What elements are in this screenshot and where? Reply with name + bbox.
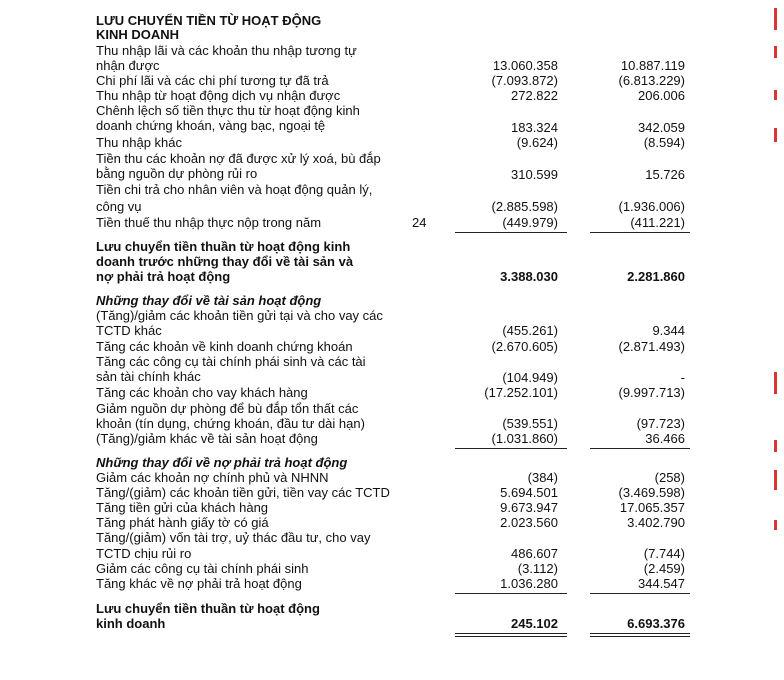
value-current: (104.949) [502,370,558,385]
value-prior: 3.402.790 [627,515,685,530]
row-label: Tăng khác về nợ phải trả hoạt động [96,576,302,591]
value-prior: 10.887.119 [620,58,685,73]
total-prior: 6.693.376 [627,616,685,631]
value-prior: (3.469.598) [618,485,685,500]
value-prior: (97.723) [636,416,685,431]
value-current: (539.551) [502,416,558,431]
value-current: (384) [527,470,558,485]
value-prior: 342.059 [638,120,685,135]
row-label: Tăng phát hành giấy tờ có giá [96,515,269,530]
row-label: Tăng tiền gửi của khách hàng [96,500,269,515]
value-prior: (411.221) [630,215,685,230]
scan-mark [774,372,777,394]
value-current: (455.261) [502,323,558,338]
value-current: 486.607 [511,546,558,561]
row-label: Giảm các khoản nợ chính phủ và NHNN [96,470,329,485]
row-label: Tăng/(giảm) vốn tài trợ, uỷ thác đầu tư, cho vay [96,530,371,545]
total-rule [455,636,567,637]
assets-section-header: Những thay đổi về tài sản hoạt động [96,293,322,308]
section-title: KINH DOANH [96,27,180,42]
row-label: Tiền chi trả cho nhân viên và hoạt động quản lý, [96,182,373,197]
row-label: Tiền thuế thu nhập thực nộp trong năm [96,215,322,230]
value-prior: (1.936.006) [618,199,685,214]
total-rule [590,633,690,634]
value-prior: (9.997.713) [618,385,685,400]
value-current: 5.694.501 [500,485,558,500]
row-label: (Tăng)/giảm khác về tài sản hoạt động [96,431,318,446]
row-label: nhận được [96,58,160,73]
row-label: Chi phí lãi và các chi phí tương tự đã trả [96,73,329,88]
scan-mark [774,470,777,490]
total-label: Lưu chuyển tiền thuần từ hoạt động [96,601,320,616]
row-label: sản tài chính khác [96,369,201,384]
scan-mark [774,46,777,58]
row-label: doanh chứng khoán, vàng bạc, ngoại tệ [96,118,326,133]
row-label: khoản (tín dụng, chứng khoán, đầu tư dài hạn) [96,416,365,431]
liabilities-section-header: Những thay đổi về nợ phải trả hoạt động [96,455,348,470]
value-current: (17.252.101) [484,385,558,400]
value-prior: (2.459) [643,561,685,576]
value-prior: (6.813.229) [618,73,685,88]
value-current: 9.673.947 [500,500,558,515]
rule-line [455,448,567,449]
row-label: Giảm nguồn dự phòng để bù đắp tổn thất các [96,401,359,416]
rule-line [590,232,690,233]
value-prior: 17.065.357 [619,500,685,515]
scan-edge-marks [768,0,784,680]
value-current: 13.060.358 [492,58,558,73]
scan-mark [774,440,777,452]
value-current: 1.036.280 [500,576,558,591]
scan-mark [774,128,777,142]
scan-mark [774,520,777,530]
row-label: TCTD khác [96,323,162,338]
value-current: (2.670.605) [491,339,558,354]
rule-line [590,448,690,449]
total-rule [590,636,690,637]
subtotal-current: 3.388.030 [500,269,558,284]
value-current: 310.599 [511,167,558,182]
row-label: Tiền thu các khoản nợ đã được xử lý xoá, bù đắp [96,151,381,166]
value-prior: (7.744) [643,546,685,561]
note-ref: 24 [412,215,427,230]
subtotal-label: doanh trước những thay đổi về tài sản và [96,254,354,269]
value-prior: (2.871.493) [618,339,685,354]
value-prior: 206.006 [638,88,685,103]
row-label: Chênh lệch số tiền thực thu từ hoạt động kinh [96,103,360,118]
row-label: Tăng các khoản về kinh doanh chứng khoán [96,339,353,354]
row-label: Thu nhập lãi và các khoản thu nhập tương tự [96,43,357,58]
rule-line [455,593,567,594]
total-rule [455,633,567,634]
row-label: bằng nguồn dự phòng rủi ro [96,166,258,181]
value-current: (3.112) [517,561,558,576]
row-label: Tăng các công cụ tài chính phái sinh và các tài [96,354,366,369]
subtotal-prior: 2.281.860 [627,269,685,284]
row-label: TCTD chịu rủi ro [96,546,192,561]
value-prior: - [680,370,685,385]
rule-line [455,232,567,233]
scan-mark [774,90,777,100]
row-label: Giảm các công cụ tài chính phái sinh [96,561,309,576]
total-label: kinh doanh [96,616,166,631]
value-prior: 15.726 [645,167,685,182]
value-current: 183.324 [511,120,558,135]
section-title: LƯU CHUYỂN TIỀN TỪ HOẠT ĐỘNG [96,13,322,28]
value-prior: (8.594) [643,135,685,150]
subtotal-label: nợ phải trả hoạt động [96,269,231,284]
value-current: 272.822 [511,88,558,103]
row-label: Tăng các khoản cho vay khách hàng [96,385,308,400]
value-current: (1.031.860) [491,431,558,446]
rule-line [590,593,690,594]
value-prior: 36.466 [645,431,685,446]
row-label: công vụ [96,199,142,214]
value-current: (449.979) [502,215,558,230]
row-label: Thu nhập khác [96,135,183,150]
row-label: (Tăng)/giảm các khoản tiền gửi tại và cho vay các [96,308,383,323]
value-prior: 344.547 [638,576,685,591]
value-prior: 9.344 [652,323,685,338]
value-current: (7.093.872) [491,73,558,88]
value-current: (9.624) [516,135,558,150]
total-current: 245.102 [511,616,558,631]
value-current: (2.885.598) [491,199,558,214]
scan-mark [774,8,777,30]
row-label: Tăng/(giảm) các khoản tiền gửi, tiền vay các TCTD [96,485,390,500]
row-label: Thu nhập từ hoạt động dịch vụ nhận được [96,88,341,103]
value-current: 2.023.560 [500,515,558,530]
value-prior: (258) [654,470,685,485]
subtotal-label: Lưu chuyển tiền thuần từ hoạt động kinh [96,239,351,254]
